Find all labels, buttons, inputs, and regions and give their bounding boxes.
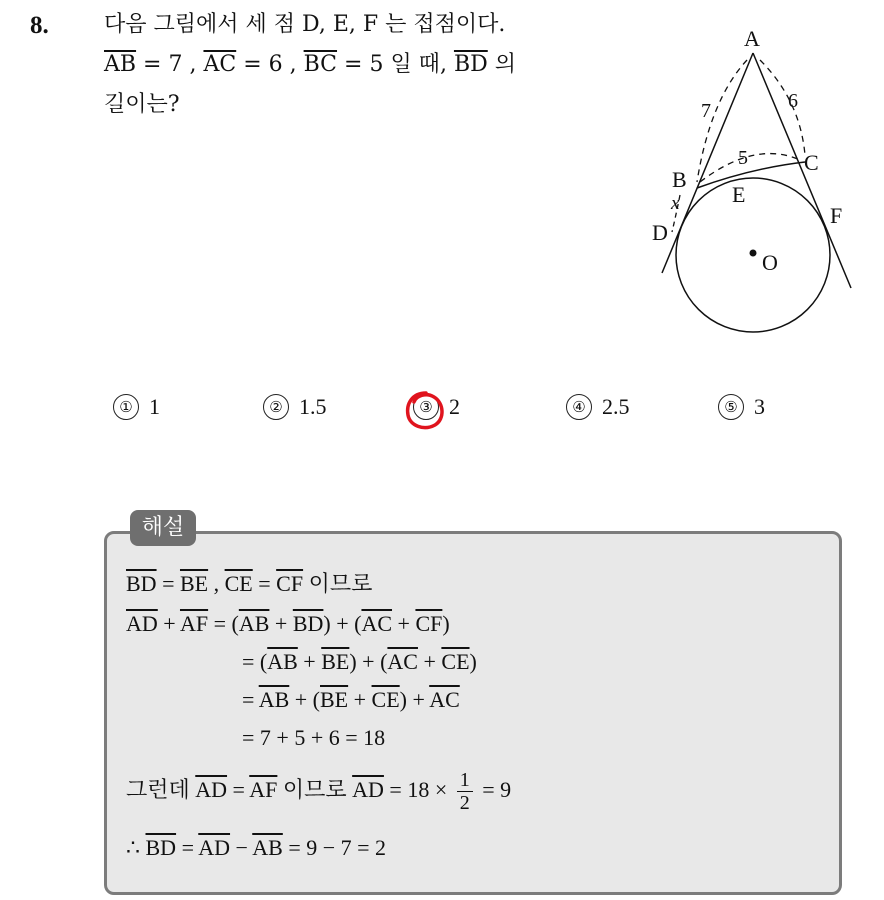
fraction-denominator: 2: [459, 792, 470, 815]
op: +: [392, 611, 416, 636]
op: +: [348, 687, 372, 712]
choice-1-value: 1: [149, 394, 160, 419]
choice-1[interactable]: [113, 394, 160, 420]
op: ): [442, 611, 450, 636]
therefore: ∴: [126, 835, 146, 860]
label-o: O: [762, 250, 778, 275]
bc-value: = 5 일 때,: [337, 52, 454, 77]
choice-5[interactable]: [718, 394, 765, 420]
seg: $\overline{AB}$: [258, 687, 290, 712]
op: =: [227, 777, 250, 802]
ac-value: = 6 ,: [236, 52, 304, 77]
op: = 9: [476, 777, 512, 802]
question-text-line3: 길이는?: [104, 92, 180, 117]
seg: $\overline{AC}$: [387, 649, 418, 674]
op: +: [297, 649, 322, 674]
op: =: [156, 571, 180, 596]
solution-tab: 해설: [130, 510, 196, 546]
op: = (: [242, 649, 268, 674]
seg: $\overline{CE}$: [441, 649, 470, 674]
text: 그런데: [126, 777, 196, 802]
text: 이므로: [303, 571, 373, 596]
choice-2-number: ②: [263, 394, 289, 420]
op: ) +: [399, 687, 430, 712]
op: =: [242, 687, 259, 712]
seg: $\overline{AD}$: [352, 777, 384, 802]
segment-bd: $\overline{BD}$: [453, 52, 488, 77]
seg: $\overline{CE}$: [371, 687, 400, 712]
seg: $\overline{AF}$: [179, 611, 209, 636]
solution-line-1: [126, 569, 372, 599]
op: +: [157, 611, 180, 636]
question-number: 8.: [30, 12, 49, 39]
choice-1-number: ①: [113, 394, 139, 420]
op: ,: [208, 571, 225, 596]
choice-4-value: 2.5: [602, 394, 630, 419]
op: −: [230, 835, 253, 860]
seg: $\overline{CF}$: [276, 571, 304, 596]
seg: $\overline{BD}$: [292, 611, 324, 636]
seg: $\overline{AF}$: [249, 777, 278, 802]
ab-value: = 7 ,: [136, 52, 204, 77]
solution-line-7: [126, 833, 386, 863]
length-ac-label: 6: [788, 90, 798, 112]
op: ): [469, 649, 477, 674]
seg: $\overline{AD}$: [198, 835, 231, 860]
solution-line-6: [126, 765, 511, 815]
solution-line-5: = 7 + 5 + 6 = 18: [242, 725, 386, 750]
question-text-line2: [104, 50, 516, 80]
seg: $\overline{AC}$: [361, 611, 393, 636]
line-bc: [697, 162, 805, 188]
seg: $\overline{BE}$: [179, 571, 209, 596]
segment-ab: $\overline{AB}$: [104, 52, 137, 77]
label-x: x: [671, 193, 680, 214]
seg: $\overline{AD}$: [126, 611, 158, 636]
seg: $\overline{BE}$: [321, 649, 350, 674]
op: + (: [289, 687, 320, 712]
answer-circle-mark: [402, 388, 448, 434]
op: = 18 ×: [383, 777, 453, 802]
center-point-o: [750, 250, 757, 257]
choice-2-value: 1.5: [299, 394, 327, 419]
label-d: D: [652, 220, 668, 245]
geometry-figure: [640, 20, 870, 340]
seg: $\overline{CF}$: [415, 611, 443, 636]
seg: $\overline{AC}$: [429, 687, 460, 712]
choice-5-value: 3: [754, 394, 765, 419]
choice-4[interactable]: [566, 394, 630, 420]
label-b: B: [672, 167, 687, 192]
choice-4-number: ④: [566, 394, 592, 420]
seg: $\overline{AD}$: [195, 777, 228, 802]
question-text-line1: 다음 그림에서 세 점 D, E, F 는 접점이다.: [104, 12, 506, 37]
op: =: [176, 835, 199, 860]
segment-ac: $\overline{AC}$: [203, 52, 237, 77]
seg: $\overline{AB}$: [267, 649, 298, 674]
length-bc-label: 5: [738, 147, 748, 169]
label-f: F: [830, 203, 843, 228]
op: +: [269, 611, 293, 636]
op: ) + (: [323, 611, 362, 636]
solution-line-3: [242, 647, 477, 677]
line2-tail: 의: [487, 52, 516, 77]
fraction-numerator: 1: [457, 769, 473, 792]
seg: $\overline{CE}$: [224, 571, 253, 596]
choice-2[interactable]: [263, 394, 327, 420]
segment-bc: $\overline{BC}$: [303, 52, 338, 77]
text: 이므로: [277, 777, 353, 802]
op: =: [252, 571, 277, 596]
choice-3-number: ③: [413, 394, 439, 420]
length-ab-label: 7: [701, 100, 711, 122]
op: +: [417, 649, 442, 674]
seg: $\overline{AB}$: [252, 835, 283, 860]
label-e: E: [732, 182, 746, 207]
seg: $\overline{AB}$: [238, 611, 270, 636]
seg: $\overline{BD}$: [145, 835, 177, 860]
op: ) + (: [349, 649, 388, 674]
fraction-one-half: [457, 769, 473, 814]
choice-3-value: 2: [449, 394, 460, 419]
seg: $\overline{BE}$: [320, 687, 349, 712]
seg: $\overline{BD}$: [126, 571, 157, 596]
solution-line-4: [242, 685, 460, 715]
label-a: A: [744, 26, 760, 51]
op: = (: [208, 611, 239, 636]
op: = 9 − 7 = 2: [282, 835, 387, 860]
label-c: C: [804, 150, 819, 175]
dash-ac: [760, 60, 805, 155]
solution-line-2: [126, 609, 450, 639]
choice-5-number: ⑤: [718, 394, 744, 420]
